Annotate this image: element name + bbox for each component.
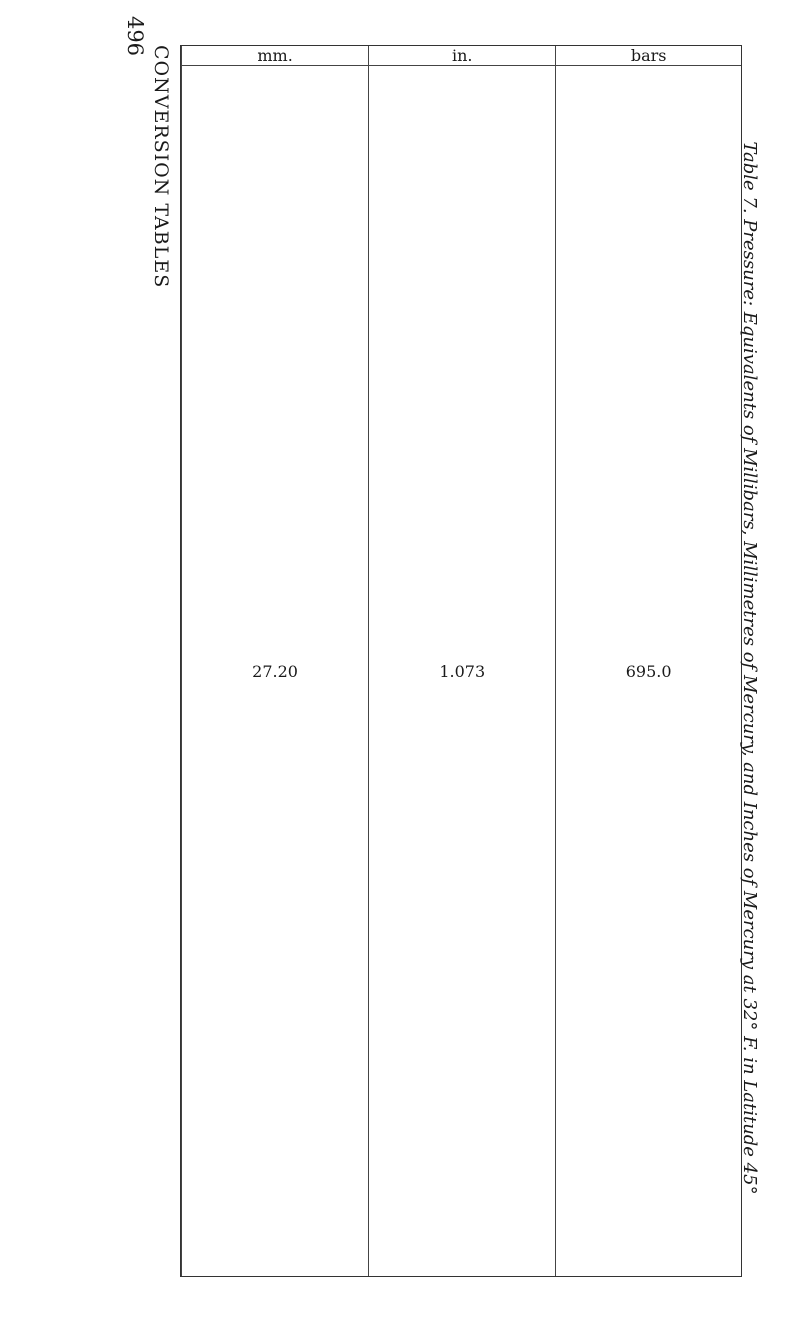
header-bars: bars [556,46,741,66]
table-caption: Table 7. Pressure: Equivalents of Millibars, Millimetres of Mercury, and Inches of Mercury at 32° F. in Latitude 45° [739,141,760,1195]
conversion-table [180,45,742,1277]
table-row: 27.20 1.073 695.0 [182,66,742,1277]
header-in: in. [369,46,556,66]
header-mm: mm. [182,46,369,66]
running-head: CONVERSION TABLES [150,45,172,289]
page-number: 496 [123,15,148,57]
